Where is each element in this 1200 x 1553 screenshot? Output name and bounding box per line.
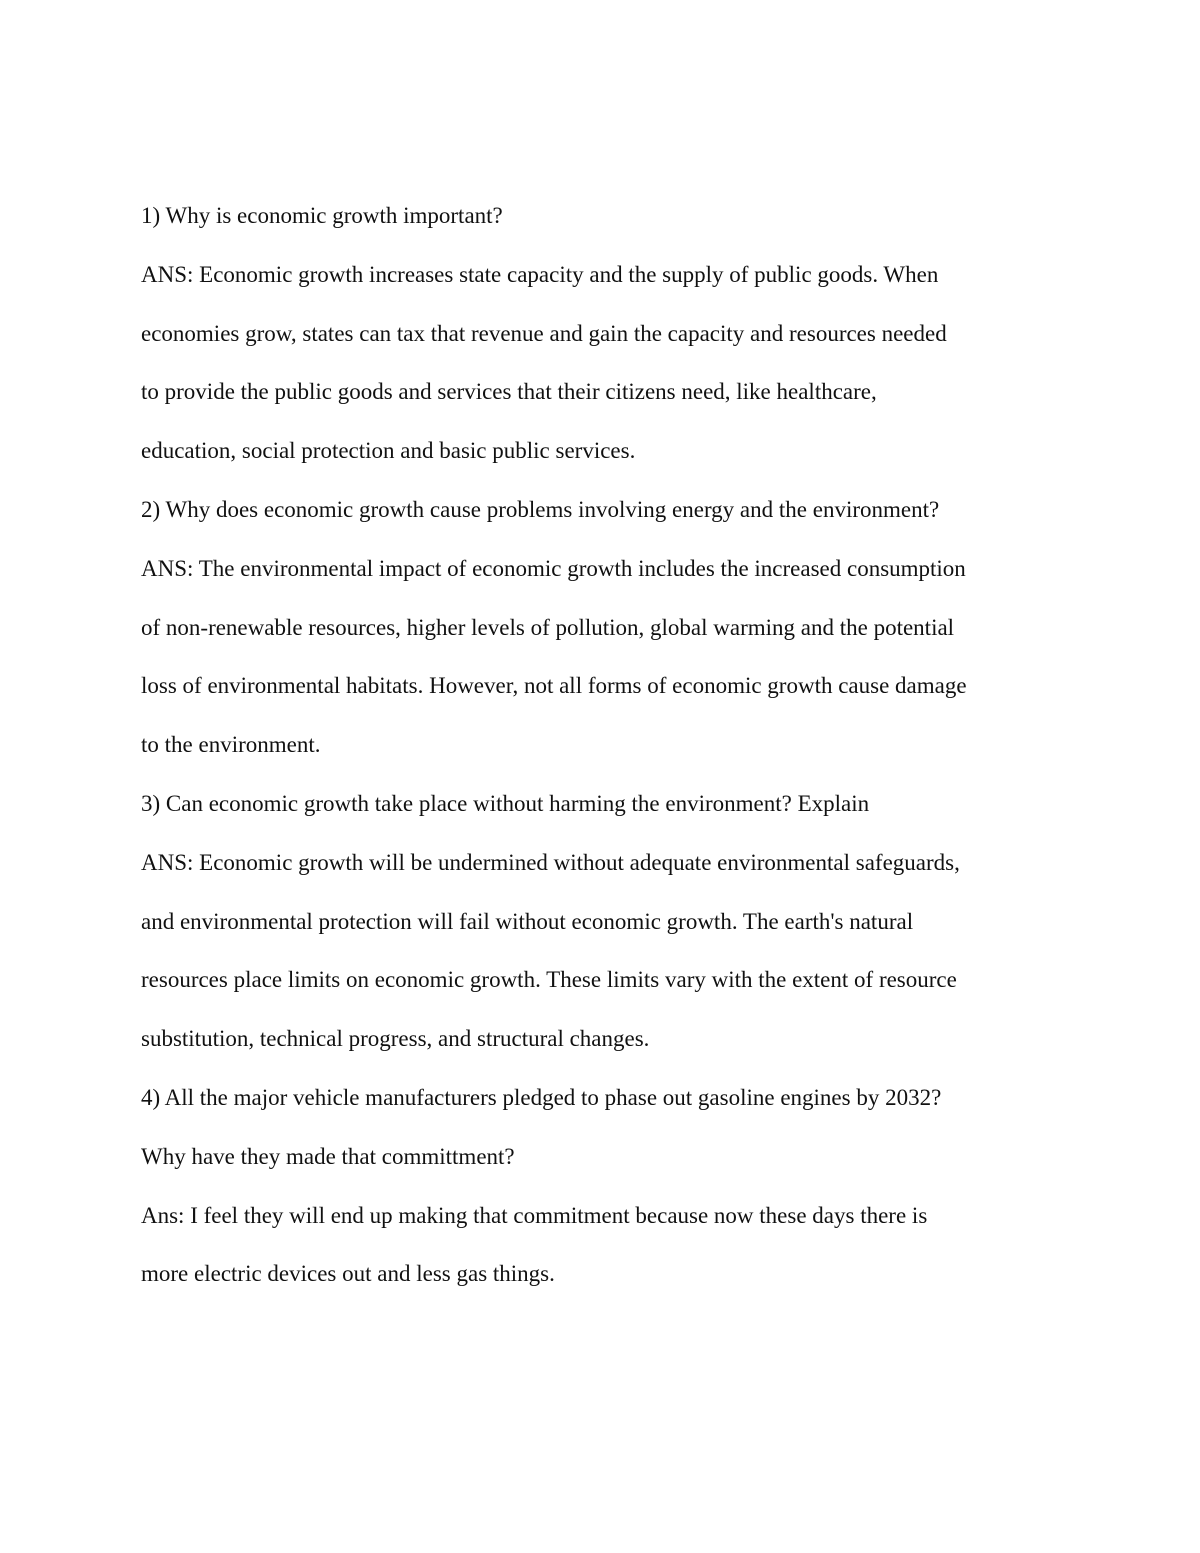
document-body <box>141 195 1071 1312</box>
answer-2-line-2: of non-renewable resources, higher levels of pollution, global warming and the potential <box>141 614 955 640</box>
answer-3-line-4: substitution, technical progress, and structural changes. <box>141 1026 650 1052</box>
answer-3-line-1: ANS: Economic growth will be undermined without adequate environmental safeguards, <box>141 849 960 875</box>
answer-2-line-3: loss of environmental habitats. However, not all forms of economic growth cause damage <box>141 673 967 699</box>
answer-1-line-3: to provide the public goods and services that their citizens need, like healthcare, <box>141 379 877 405</box>
question-2: 2) Why does economic growth cause problems involving energy and the environment? <box>141 496 940 522</box>
question-4-line-2: Why have they made that committment? <box>141 1143 515 1169</box>
answer-4-line-2: more electric devices out and less gas things. <box>141 1261 555 1287</box>
answer-1-line-4: education, social protection and basic public services. <box>141 438 636 464</box>
question-1: 1) Why is economic growth important? <box>141 203 503 228</box>
answer-3-line-2: and environmental protection will fail without economic growth. The earth's natural <box>141 908 914 934</box>
question-3: 3) Can economic growth take place without harming the environment? Explain <box>141 790 870 816</box>
answer-1-line-1: ANS: Economic growth increases state capacity and the supply of public goods. When <box>141 261 939 287</box>
answer-2-line-4: to the environment. <box>141 732 321 758</box>
answer-2-line-1: ANS: The environmental impact of economic growth includes the increased consumption <box>141 555 966 581</box>
question-4-line-1: 4) All the major vehicle manufacturers pledged to phase out gasoline engines by 2032? <box>141 1084 942 1110</box>
answer-4-line-1: Ans: I feel they will end up making that commitment because now these days there is <box>141 1202 928 1228</box>
answer-3-line-3: resources place limits on economic growth. These limits vary with the extent of resource <box>141 967 957 993</box>
answer-1-line-2: economies grow, states can tax that revenue and gain the capacity and resources needed <box>141 320 947 346</box>
